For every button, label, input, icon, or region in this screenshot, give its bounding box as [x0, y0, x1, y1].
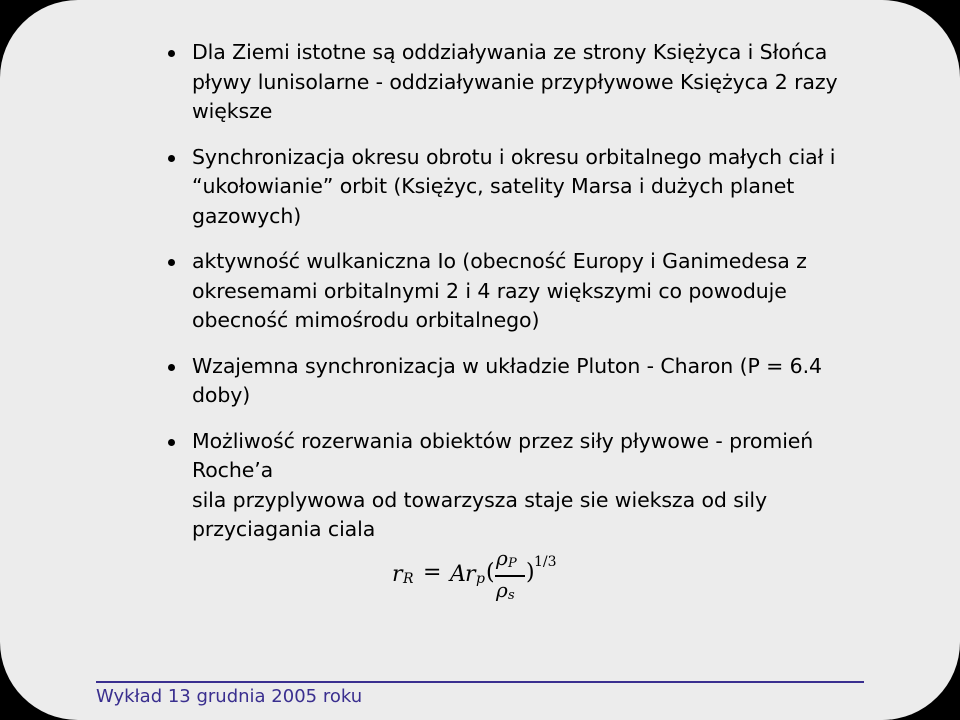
bullet-text-line: Możliwość rozerwania obiektów przez siły pływowe - promień: [192, 428, 814, 453]
formula-close-paren: ): [526, 560, 535, 585]
bullet-list: [168, 38, 888, 561]
formula-numerator: ρ: [496, 546, 508, 570]
bullet-item: [168, 247, 888, 336]
bullet-text-line: Synchronizacja okresu obrotu i okresu orbitalnego małych ciał i: [192, 144, 836, 169]
bullet-dot-icon: [168, 439, 175, 446]
bullet-dot-icon: [168, 155, 175, 162]
formula-denominator-subscript: s: [508, 588, 515, 603]
formula-open-paren: (: [486, 560, 495, 585]
bullet-text-line: aktywność wulkaniczna Io (obecność Europy i Ganimedesa z: [192, 249, 807, 273]
footer-divider: [96, 681, 864, 683]
bullet-dot-icon: [168, 50, 175, 57]
formula-exponent: 1/3: [534, 554, 557, 570]
formula-numerator-subscript: P: [508, 556, 517, 571]
bullet-text-line: Dla Ziemi istotne są oddziaływania ze strony Księżyca i Słońca: [192, 40, 828, 64]
bullet-text-line: sila przyplywowa od towarzysza staje sie wieksza od sily: [192, 487, 768, 512]
bullet-text-line: gazowych): [192, 203, 302, 228]
bullet-item: [168, 427, 888, 545]
bullet-item: [168, 352, 888, 411]
bullet-text-line: obecność mimośrodu orbitalnego): [192, 308, 540, 332]
bullet-text-line: doby): [192, 383, 251, 407]
bullet-text-line: pływy lunisolarne - oddziaływanie przypływowe Księżyca 2 razy: [192, 69, 838, 94]
bullet-item: [168, 143, 888, 232]
bullet-text-line: Wzajemna synchronizacja w układzie Pluton - Charon (P = 6.4: [192, 353, 822, 378]
formula-fraction-bar: [495, 575, 525, 577]
formula-r: r: [392, 562, 403, 587]
bullet-dot-icon: [168, 364, 175, 371]
bullet-item: [168, 38, 888, 127]
roche-limit-formula: [392, 546, 612, 610]
bullet-text-line: “ukołowianie” orbit (Księżyc, satelity Marsa i dużych planet: [192, 174, 795, 198]
formula-equals: =: [423, 560, 442, 585]
bullet-dot-icon: [168, 259, 175, 266]
bullet-text-line: Roche’a: [192, 458, 274, 482]
formula-coefficient: A: [450, 562, 466, 587]
footer-date: Wykład 13 grudnia 2005 roku: [96, 686, 363, 707]
formula-r2-subscript: p: [476, 571, 485, 587]
bullet-text-line: przyciagania ciala: [192, 517, 376, 541]
formula-denominator: ρ: [496, 578, 508, 602]
bullet-text-line: okresemami orbitalnymi 2 i 4 razy większymi co powoduje: [192, 278, 787, 303]
formula-r2: r: [465, 562, 476, 587]
bullet-text-line: większe: [192, 99, 273, 123]
formula-r-subscript: R: [403, 571, 414, 587]
